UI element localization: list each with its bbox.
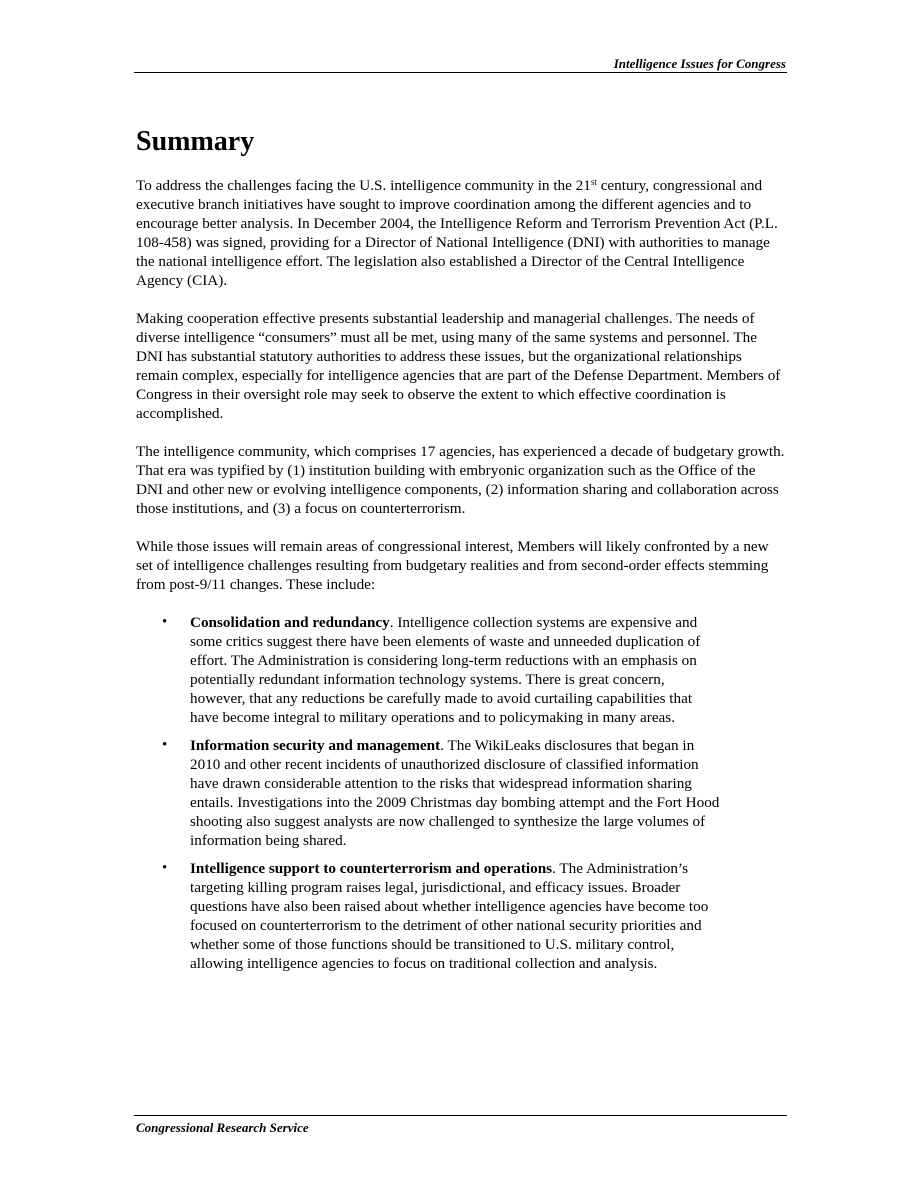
footer-rule <box>134 1115 787 1116</box>
bullet-icon: • <box>162 737 168 753</box>
ordinal-superscript: st <box>590 177 597 187</box>
paragraph-1-text-start: To address the challenges facing the U.S. intelligence community in the 21 <box>136 177 591 194</box>
paragraph-3: The intelligence community, which comprises 17 agencies, has experienced a decade of budgetary growth. That era was typified by (1) institution building with embryonic organization such as the Office of the DNI and other new or evolving intelligence components, (2) information sharing and collaboration across those institutions, and (3) a focus on counterterrorism. <box>136 443 785 517</box>
list-item <box>136 736 720 850</box>
challenges-list <box>136 613 786 973</box>
paragraph-1-text-end: century, congressional and executive branch initiatives have sought to improve coordination among the different agencies and to encourage better analysis. In December 2004, the Intelligence Reform and Terrorism Prevention Act (P.L. 108-458) was signed, providing for a Director of National Intelligence (DNI) with authorities to manage the national intelligence effort. The legislation also established a Director of the Central Intelligence Agency (CIA). <box>136 177 778 289</box>
page-title: Summary <box>136 126 255 157</box>
paragraph-2: Making cooperation effective presents substantial leadership and managerial challenges. The needs of diverse intelligence “consumers” must all be met, using many of the same systems and personnel. The DNI has substantial statutory authorities to address these issues, but the organizational relationships remain complex, especially for intelligence agencies that are part of the Defense Department. Members of Congress in their oversight role may seek to observe the extent to which effective coordination is accomplished. <box>136 310 781 422</box>
bullet-icon: • <box>162 614 168 630</box>
header-rule <box>134 72 787 73</box>
list-item-heading: Consolidation and redundancy <box>190 614 390 631</box>
summary-body <box>136 176 786 982</box>
list-item-text: . Intelligence collection systems are expensive and some critics suggest there have been elements of waste and unneeded duplication of effort. The Administration is considering long-term reductions with an emphasis on potentially redundant information technology systems. There is great concern, however, that any reductions be carefully made to avoid curtailing capabilities that have become integral to military operations and to policymaking in many areas. <box>190 614 701 726</box>
running-header: Intelligence Issues for Congress <box>613 56 786 71</box>
list-item-heading: Intelligence support to counterterrorism and operations <box>190 860 553 877</box>
list-item-text: . The WikiLeaks disclosures that began in 2010 and other recent incidents of unauthorized disclosure of classified information have drawn considerable attention to the risks that widespread information sharing entails. Investigations into the 2009 Christmas day bombing attempt and the Fort Hood shooting also suggest analysts are now challenged to synthesize the large volumes of information being shared. <box>190 737 720 849</box>
running-footer: Congressional Research Service <box>136 1120 309 1135</box>
paragraph-1 <box>136 176 786 290</box>
paragraph-4: While those issues will remain areas of congressional interest, Members will likely confronted by a new set of intelligence challenges resulting from budgetary realities and from second-order effects stemming from post-9/11 changes. These include: <box>136 538 769 593</box>
list-item-heading: Information security and management <box>190 737 441 754</box>
bullet-icon: • <box>162 860 168 876</box>
list-item <box>136 613 720 727</box>
list-item <box>136 859 720 973</box>
list-item-text: . The Administration’s targeting killing program raises legal, jurisdictional, and efficacy issues. Broader questions have also been raised about whether intelligence agencies have become too focused on counterterrorism to the detriment of other national security priorities and whether some of those functions should be transitioned to U.S. military control, allowing intelligence agencies to focus on traditional collection and analysis. <box>190 860 709 972</box>
